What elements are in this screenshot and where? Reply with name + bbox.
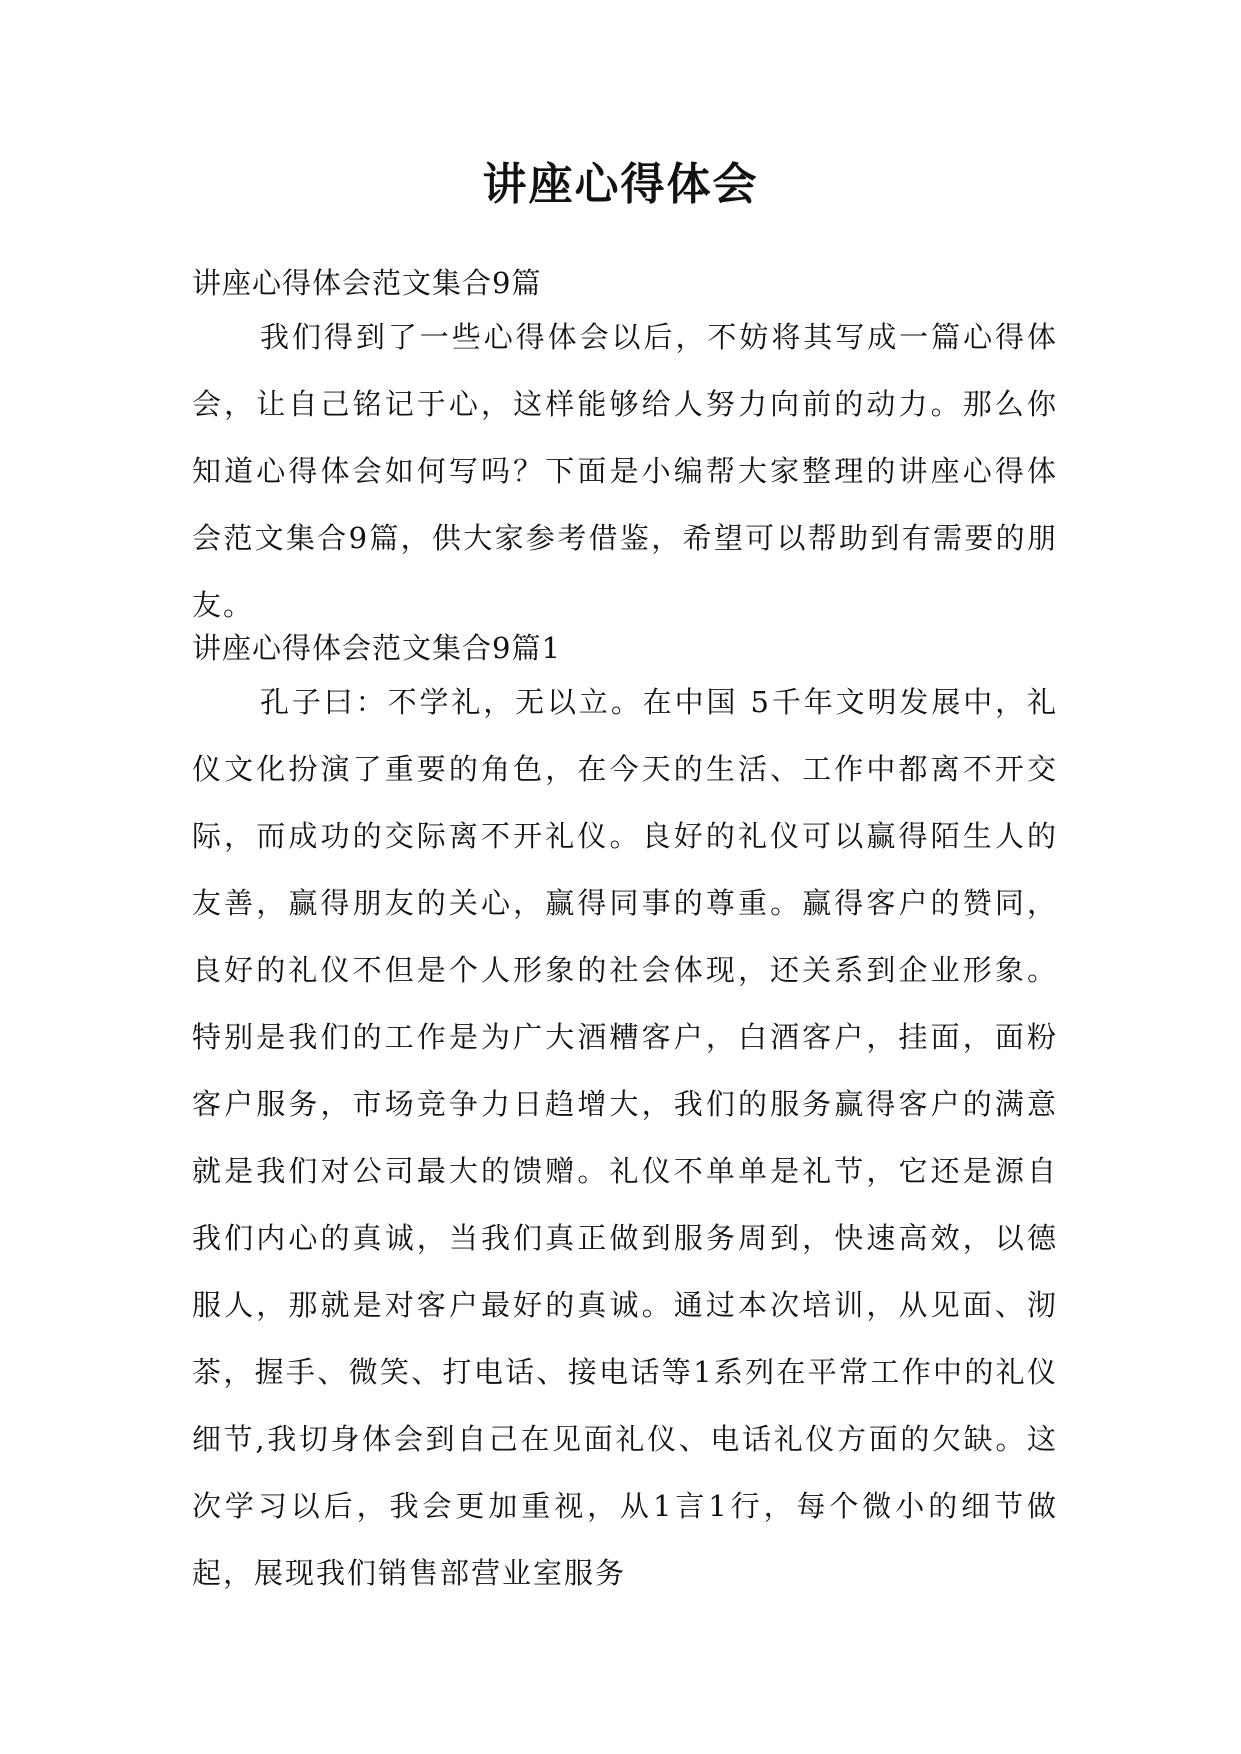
section-1-paragraph: 孔子曰：不学礼，无以立。在中国 5千年文明发展中，礼仪文化扮演了重要的角色，在今天的生活、工作中都离不开交际，而成功的交际离不开礼仪。良好的礼仪可以赢得陌生人的友善，赢得朋友的关心，赢得同事的尊重。赢得客户的赞同，良好的礼仪不但是个人形象的社会体现，还关系到企业形象。特别是我们的工作是为广大酒糟客户，白酒客户，挂面，面粉客户服务，市场竞争力日趋增大，我们的服务赢得客户的满意就是我们对公司最大的馈赠。礼仪不单单是礼节，它还是源自我们内心的真诚，当我们真正做到服务周到，快速高效，以德服人，那就是对客户最好的真诚。通过本次培训，从见面、沏茶，握手、微笑、打电话、接电话等1系列在平常工作中的礼仪细节,我切身体会到自己在见面礼仪、电话礼仪方面的欠缺。这次学习以后，我会更加重视，从1言1行，每个微小的细节做起，展现我们销售部营业室服务 — [192, 685, 1058, 1590]
section-1-heading: 讲座心得体会范文集合9篇1 — [192, 631, 561, 665]
intro-paragraph: 我们得到了一些心得体会以后，不妨将其写成一篇心得体会，让自己铭记于心，这样能够给人努力向前的动力。那么你知道心得体会如何写吗？下面是小编帮大家整理的讲座心得体会范文集合9篇，供大家参考借鉴，希望可以帮助到有需要的朋友。 — [192, 320, 1058, 622]
page-title: 讲座心得体会 — [482, 159, 759, 210]
intro-heading: 讲座心得体会范文集合9篇 — [192, 266, 542, 300]
